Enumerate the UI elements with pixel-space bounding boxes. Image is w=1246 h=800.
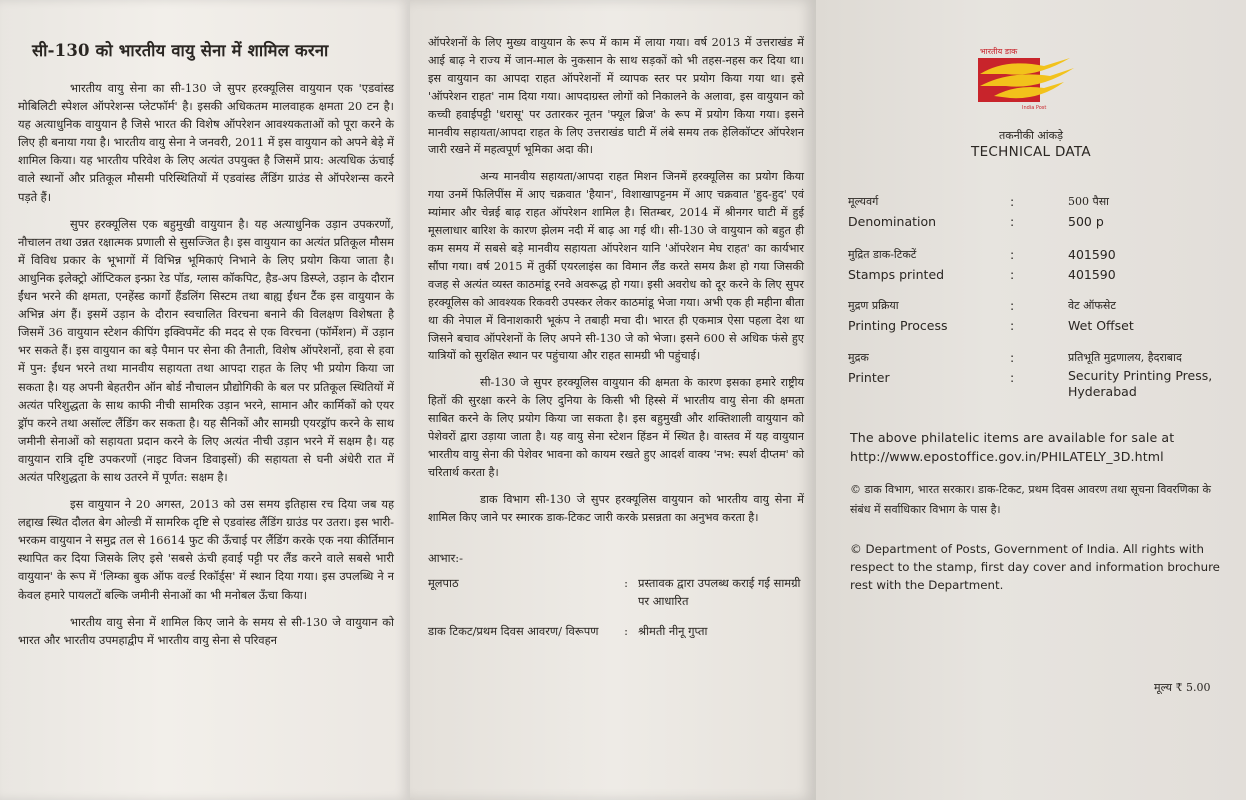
ack-separator: : (624, 623, 628, 638)
operations-paragraph: ऑपरेशनों के लिए मुख्य वायुयान के रूप में काम में लाया गया। वर्ष 2013 में उत्तराखंड में आई बाढ़ ने राज्य में जान-माल के नुकसान के साथ सड़कों को भी तहस-नहस कर दिया था। इस वायुयान का आपदा राहत ऑपरेशनों में व्यापक स्तर पर प्रयोग किया गया था। इसे 'ऑपरेशन राहत' नाम दिया गया। आपदाग्रस्त लोगों को निकालने के अलावा, इस वायुयान को कच्ची हवाईपट्टी 'धरासू' पर उतारकर नूतन 'फ्यूल ब्रिज' के रूप में प्रयोग किया गया। इसने मानवीय सहायता/आपदा राहत के लिए उत्तराखंड घाटी में लंबे समय तक हेलिकॉप्टर ऑपरेशन जारी रखने में महत्वपूर्ण भूमिका अदा की। (428, 36, 804, 157)
spec-label-hindi: मूल्यवर्ग (848, 195, 879, 208)
brochure-panel-middle (410, 0, 816, 800)
spec-label: Stamps printed (848, 267, 945, 282)
transport-paragraph: भारतीय वायु सेना में शामिल किए जाने के समय से सी-130 जे वायुयान को भारत और भारतीय उपमहाद्वीप में भारतीय वायु सेना से परिवहन (18, 614, 394, 647)
spec-value-hindi: वेट ऑफसेट (1068, 299, 1116, 312)
spec-separator: : (1010, 194, 1015, 209)
features-paragraph: सुपर हरक्यूलिस एक बहुमुखी वायुयान है। यह अत्याधुनिक उड़ान उपकरणों, नौचालन तथा उन्नत रक्षात्मक प्रणाली से सुसज्जित है। इस वायुयान का अत्यंत प्रतिकूल मौसम में विविध प्रकार के भूभागों में विभिन्न भूमिकाएं निभाने के लिए प्रयोग किया जाता है। आधुनिक इलेक्ट्रो ऑप्टिकल इन्फ्रा रेड पॉड, ग्लास कॉकपिट, हैड-अप डिस्प्ले, उड़ान के दौरान ईंधन भरने की क्षमता, एनहेंस्ड कार्गो हैंडलिंग सिस्टम तथा बाह्य ईंधन टैंक इस वायुयान के अभिन्न अंग हैं। इसमें उड़ान के दौरान स्वचालित विरचना बनाने की विलक्षण विशेषता है जिसमें 36 वायुयान स्टेशन कीपिंग इक्विपमेंट की मदद से एक विरचना (फॉर्मेशन) में उड़ान भर सकते हैं। इस वायुयान का बड़े पैमान पर सेना की तैनाती, विशेष ऑपरेशनों, हवा से हवा में पुन: ईंधन भरने तथा मानवीय सहायता तथा आपदा राहत के लिए भी प्रयोग किया जा सकता है। यह अपनी बेहतरीन ऑन बोर्ड नौचालन प्रौद्योगिकी के बल पर प्रतिकूल स्थितियों में अत्यंत परिशुद्धता के साथ काफी नीची सामरिक उड़ान भरने, सामान और कार्मिकों को एयर ड्रॉप करने तथा असॉल्ट लैंडिंग कर सकता है। यह सैनिकों और सामग्री एयरड्रॉप करने के साथ जमीनी सेनाओं को सहायता प्रदान करने के लिए अत्यंत नीची उड़ान भरने में सक्षम है। यह वायुयान रात्रि दृष्टि उपकरणों (नाइट विजन डिवाइसों) की सहायता से घनी अंधेरी रात में अत्यंत परिशुद्धता के साथ उतरने में पूर्णत: सक्षम है। (18, 216, 395, 484)
acknowledgement-row (428, 574, 804, 610)
logo-subtext: India Post (1022, 105, 1047, 111)
copyright-hindi: © डाक विभाग, भारत सरकार। डाक-टिकट, प्रथम दिवस आवरण तथा सूचना विवरणिका के संबंध में सर्वाधिकार विभाग के पास है। (850, 483, 1211, 516)
spec-value: 401590 (1068, 267, 1116, 282)
brochure-panel-left (0, 0, 410, 800)
spec-value-hindi: प्रतिभूति मुद्रणालय, हैदराबाद (1068, 351, 1182, 364)
spec-label-hindi: मुद्रक (848, 351, 869, 364)
brochure-panel-right (816, 0, 1246, 800)
spec-label: Printing Process (848, 318, 948, 333)
spec-value: 500 p (1068, 214, 1104, 229)
spec-value-hindi: 500 पैसा (1068, 195, 1110, 208)
acknowledgement-heading: आभार:- (428, 550, 463, 565)
technical-data-heading: TECHNICAL DATA (971, 144, 1091, 160)
availability-note: The above philatelic items are available for sale at http://www.epostoffice.gov.in/PHILATELY_3D.html (850, 430, 1175, 464)
spec-separator: : (1010, 214, 1015, 229)
logo-text: भारतीय डाक (980, 47, 1018, 56)
spec-value: Wet Offset (1068, 318, 1134, 333)
capability-paragraph: सी-130 जे सुपर हरक्यूलिस वायुयान की क्षमता के कारण इसका हमारे राष्ट्रीय हितों की सुरक्षा करने के लिए दुनिया के किसी भी हिस्से में भारतीय वायु सेना की क्षमता साबित करने के लिए प्रयोग किया जा सकता है। इस बहुमुखी और शक्तिशाली वायुयान को पेशेवरों द्वारा उड़ाया जाता है। यह वायु सेना स्टेशन हिंडन में स्थित है। वास्तव में यह वायुयान भारतीय वायु सेना की पेशेवर भावना को कायम रखते हुए आदर्श वाक्य 'नभ: स्पर्श दीप्तम' को चरितार्थ करता है। (428, 376, 804, 479)
page-title: सी-130 को भारतीय वायु सेना में शामिल करना (32, 41, 329, 60)
spec-separator: : (1010, 298, 1015, 313)
acknowledgement-row (428, 622, 804, 640)
technical-data-heading-hindi: तकनीकी आंकड़े (998, 129, 1064, 142)
spec-separator: : (1010, 370, 1015, 385)
ack-separator: : (624, 575, 628, 590)
india-post-logo-icon (966, 44, 1076, 112)
ack-value: श्रीमती नीनू गुप्ता (638, 623, 708, 638)
spec-label: Printer (848, 370, 890, 385)
spec-label: Denomination (848, 214, 937, 229)
ack-key: मूलपाठ (428, 575, 459, 590)
spec-value: Security Printing Press, Hyderabad (1068, 368, 1213, 399)
ack-value: प्रस्तावक द्वारा उपलब्ध कराई गई सामग्री पर आधारित (638, 575, 801, 608)
spec-separator: : (1010, 267, 1015, 282)
intro-paragraph: भारतीय वायु सेना का सी-130 जे सुपर हरक्यूलिस वायुयान एक 'एडवांस्ड मोबिलिटी स्पेशल ऑपरेशन्स प्लेटफॉर्म' है। इसकी अधिकतम मालवाहक क्षमता 20 टन है। यह अत्याधुनिक वायुयान है जिसे भारत की विशेष ऑपरेशन आवश्यकताओं को पूरा करने के लिए ही बनाया गया है। भारतीय वायु सेना ने जनवरी, 2011 में इस वायुयान को अपने बेड़े में शामिल किया। यह भारतीय परिवेश के लिए अत्यंत उपयुक्त है जिसमें प्राय: अत्यधिक ऊंचाई वाले स्थानों और प्रतिकूल मौसमी परिस्थितियों में एडवांस्ड लैंडिंग ग्राउंड से ऑपरेशन्स करने पड़ते हैं। (18, 81, 394, 204)
spec-separator: : (1010, 350, 1015, 365)
record-paragraph: इस वायुयान ने 20 अगस्त, 2013 को उस समय इतिहास रच दिया जब यह लद्दाख स्थित दौलत बेग ओल्डी में सामरिक दृष्टि से एडवांस्ड लैंडिंग ग्राउंड पर उतरा। इस भारी-भरकम वायुयान ने समुद्र तल से 16614 फुट की ऊँचाई पर लैंडिंग करके एक नया कीर्तिमान स्थापित कर दिया जिसके लिए इसे 'सबसे ऊंची हवाई पट्टी पर लैंड करने वाले सबसे भारी वायुयान' के रूप में 'लिम्का बुक ऑफ वर्ल्ड रिकॉर्ड्स' में स्थान दिया गया। इस उपलब्धि ने न केवल हमारे पायलटों बल्कि जमीनी सेनाओं का भी मनोबल ऊँचा किया। (18, 497, 394, 602)
copyright-english: © Department of Posts, Government of India. All rights with respect to the stamp, first day cover and information brochure rest with the Department. (850, 542, 1220, 592)
spec-label-hindi: मुद्रित डाक-टिकटें (848, 248, 917, 261)
ack-key: डाक टिकट/प्रथम दिवस आवरण/ विरूपण (428, 623, 599, 638)
price-label: मूल्य ₹ 5.00 (1154, 681, 1211, 694)
issue-paragraph: डाक विभाग सी-130 जे सुपर हरक्यूलिस वायुयान को भारतीय वायु सेना में शामिल किए जाने पर स्मारक डाक-टिकट जारी करके प्रसन्नता का अनुभव करता है। (428, 492, 804, 524)
spec-separator: : (1010, 247, 1015, 262)
spec-value-hindi: 401590 (1068, 247, 1116, 262)
spec-label-hindi: मुद्रण प्रक्रिया (848, 299, 899, 312)
spec-separator: : (1010, 318, 1015, 333)
relief-missions-paragraph: अन्य मानवीय सहायता/आपदा राहत मिशन जिनमें हरक्यूलिस का प्रयोग किया गया उनमें फिलिपींस में आए चक्रवात 'हैयान', विशाखापट्टनम में आए चक्रवात 'हुद-हुद' एवं म्यांमार और चेन्नई बाढ़ राहत ऑपरेशन शामिल है। सितम्बर, 2014 में श्रीनगर घाटी में हुई मूसलाधार बारिश के कारण झेलम नदी में बाढ़ आ गई थी। सी-130 जे वायुयान को बहुत ही कम समय में सबसे बड़े मानवीय सहायता ऑपरेशन यानि 'ऑपरेशन मेघ राहत' का कार्यभार सौंपा गया। वर्ष 2015 में तुर्की एयरलाइंस का विमान लैंड करते समय क्रैश हो गया जिसकी वजह से अत्यंत व्यस्त काठमांडू रनवे अवरूद्ध हो गया। इसी अवरोध को दूर करने के लिए सुपर हरक्यूलिस को आवश्यक रिकवरी उपस्कर लेकर काठमांडू भेजा गया। अभी एक ही महीना बीता था की नेपाल में विनाशकारी भूकंप ने तबाही मचा दी। भारत ही एकमात्र ऐसा पहला देश था जिसने बचाव ऑपरेशनों के लिए अपने सी-130 जे को भेजा। इसने 600 से अधिक फंसे हुए यात्रियों को सुरक्षित स्थान पर पहुंचाया और राहत सामग्री भी पहुंचाई। (428, 170, 804, 363)
